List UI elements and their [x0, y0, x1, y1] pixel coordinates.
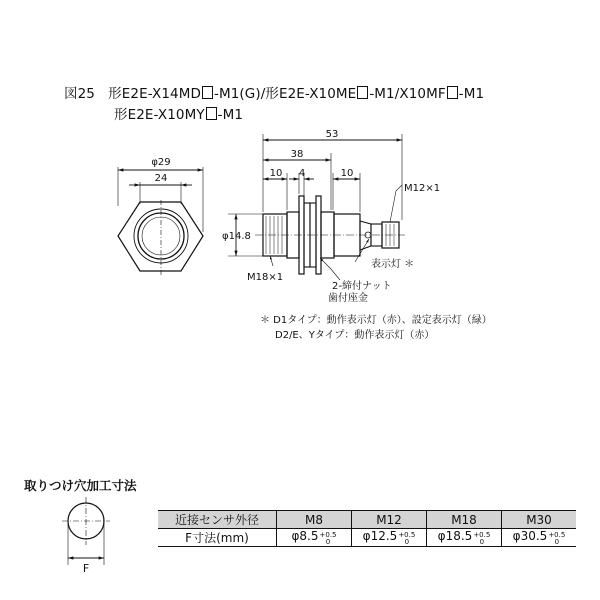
dim-10-right: 10 — [340, 168, 354, 179]
indicator-label: 表示灯 ＊ — [371, 259, 415, 270]
col-m18: M18 — [427, 511, 502, 529]
value-m12: φ12.5 — [362, 529, 398, 543]
tol-lower: 0 — [404, 538, 410, 546]
tol-upper: +0.5 — [473, 531, 491, 539]
value-m18: φ18.5 — [437, 529, 473, 543]
thread-m18-label: M18×1 — [247, 272, 284, 283]
tolerance — [398, 532, 415, 546]
model-suffix-2: -M1 — [217, 107, 244, 123]
mounting-heading: 取りつけ穴加工寸法 — [24, 478, 137, 493]
value-m8: φ8.5 — [291, 529, 319, 543]
f-dimension-label: F — [82, 562, 90, 575]
dim-10-left: 10 — [269, 168, 283, 179]
dim-24: 24 — [154, 173, 168, 184]
col-m8: M8 — [277, 511, 352, 529]
value-cell — [427, 529, 502, 547]
table-row — [158, 529, 576, 547]
model-name-4: 形E2E-X10MY — [114, 107, 205, 123]
value-cell — [502, 529, 577, 547]
note-line2: D2/E、Yタイプ：動作表示灯（赤） — [275, 330, 435, 341]
model-name-1: 形E2E-X14MD — [108, 86, 201, 102]
dim-53: 53 — [325, 129, 339, 140]
tolerance — [320, 532, 337, 546]
tol-upper: +0.5 — [398, 531, 416, 539]
mounting-table — [158, 510, 576, 547]
dim-4: 4 — [298, 168, 306, 179]
tol-lower: 0 — [554, 538, 560, 546]
thread-m12-label: M12×1 — [404, 183, 441, 194]
value-cell — [277, 529, 352, 547]
nut-label: 2-締付ナット — [332, 281, 392, 292]
model-suffix: -M1 — [458, 86, 485, 102]
tol-upper: +0.5 — [319, 531, 337, 539]
table-header-row — [158, 511, 576, 529]
note-line1: ＊ D1タイプ：動作表示灯（赤）、設定表示灯（緑） — [260, 315, 492, 326]
dim-phi29: φ29 — [151, 157, 171, 168]
model-name-3: -M1/X10MF — [369, 86, 446, 102]
header-label: 近接センサ外径 — [158, 511, 277, 529]
tolerance — [548, 532, 565, 546]
col-m12: M12 — [352, 511, 427, 529]
dim-phi14-8: φ14.8 — [222, 231, 251, 242]
model-name-2: -M1(G)/形E2E-X10ME — [214, 86, 357, 102]
tol-lower: 0 — [325, 538, 331, 546]
mounting-hole-drawing — [62, 497, 110, 565]
tolerance — [473, 532, 490, 546]
washer-label: 歯付座金 — [328, 293, 368, 304]
tol-upper: +0.5 — [548, 531, 566, 539]
figure-number: 図25 — [64, 86, 95, 102]
dim-38: 38 — [290, 149, 304, 160]
row-label: F寸法(mm) — [158, 529, 277, 547]
col-m30: M30 — [502, 511, 577, 529]
tol-lower: 0 — [479, 538, 485, 546]
value-m30: φ30.5 — [512, 529, 548, 543]
value-cell — [352, 529, 427, 547]
